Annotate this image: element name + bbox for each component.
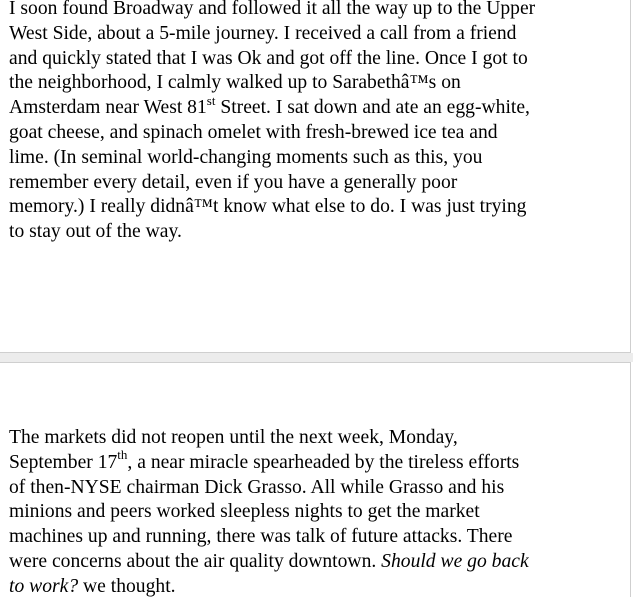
text-run: September 17 [9,451,118,473]
text-run: Amsterdam near West 81 [9,97,207,119]
text-line: I soon found Broadway and followed it all the way up to the Upper [9,0,536,19]
page-text-block [9,426,529,597]
text-line: the neighborhood, I calmly walked up to Sarabethâ™s on [9,72,461,94]
text-run: , a near miracle spearheaded by the tireless efforts [127,451,520,473]
page-text-block [9,0,535,245]
text-line: minions and peers worked sleepless nights to get the market [9,501,480,523]
text-line [9,92,535,121]
text-line: remember every detail, even if you have a generally poor [9,171,458,193]
text-run: Street. I sat down and ate an egg-white, [215,97,530,119]
italic-text-run: to work? [9,575,79,597]
italic-text-run: Should we go back [381,550,529,572]
ordinal-superscript: st [206,92,216,108]
text-line: lime. (In seminal world-changing moments such as this, you [9,146,483,168]
text-line: memory.) I really didnâ™t know what else to do. I was just trying [9,196,527,218]
text-line: West Side, about a 5-mile journey. I received a call from a friend [9,22,517,44]
ordinal-superscript: th [117,447,128,463]
page-separator [0,353,633,362]
text-line [9,550,529,575]
document-page [0,362,631,597]
text-run: we thought. [78,575,176,597]
text-line: to stay out of the way. [9,221,182,243]
text-line: machines up and running, there was talk of future attacks. There [9,526,513,548]
text-line: The markets did not reopen until the next week, Monday, [9,427,458,448]
text-line [9,447,529,476]
text-line: goat cheese, and spinach omelet with fresh-brewed ice tea and [9,121,498,143]
text-line [9,575,529,597]
text-line: and quickly stated that I was Ok and got off the line. Once I got to [9,47,528,69]
text-line: of then-NYSE chairman Dick Grasso. All while Grasso and his [9,476,505,498]
text-run: were concerns about the air quality downtown. [9,550,382,572]
